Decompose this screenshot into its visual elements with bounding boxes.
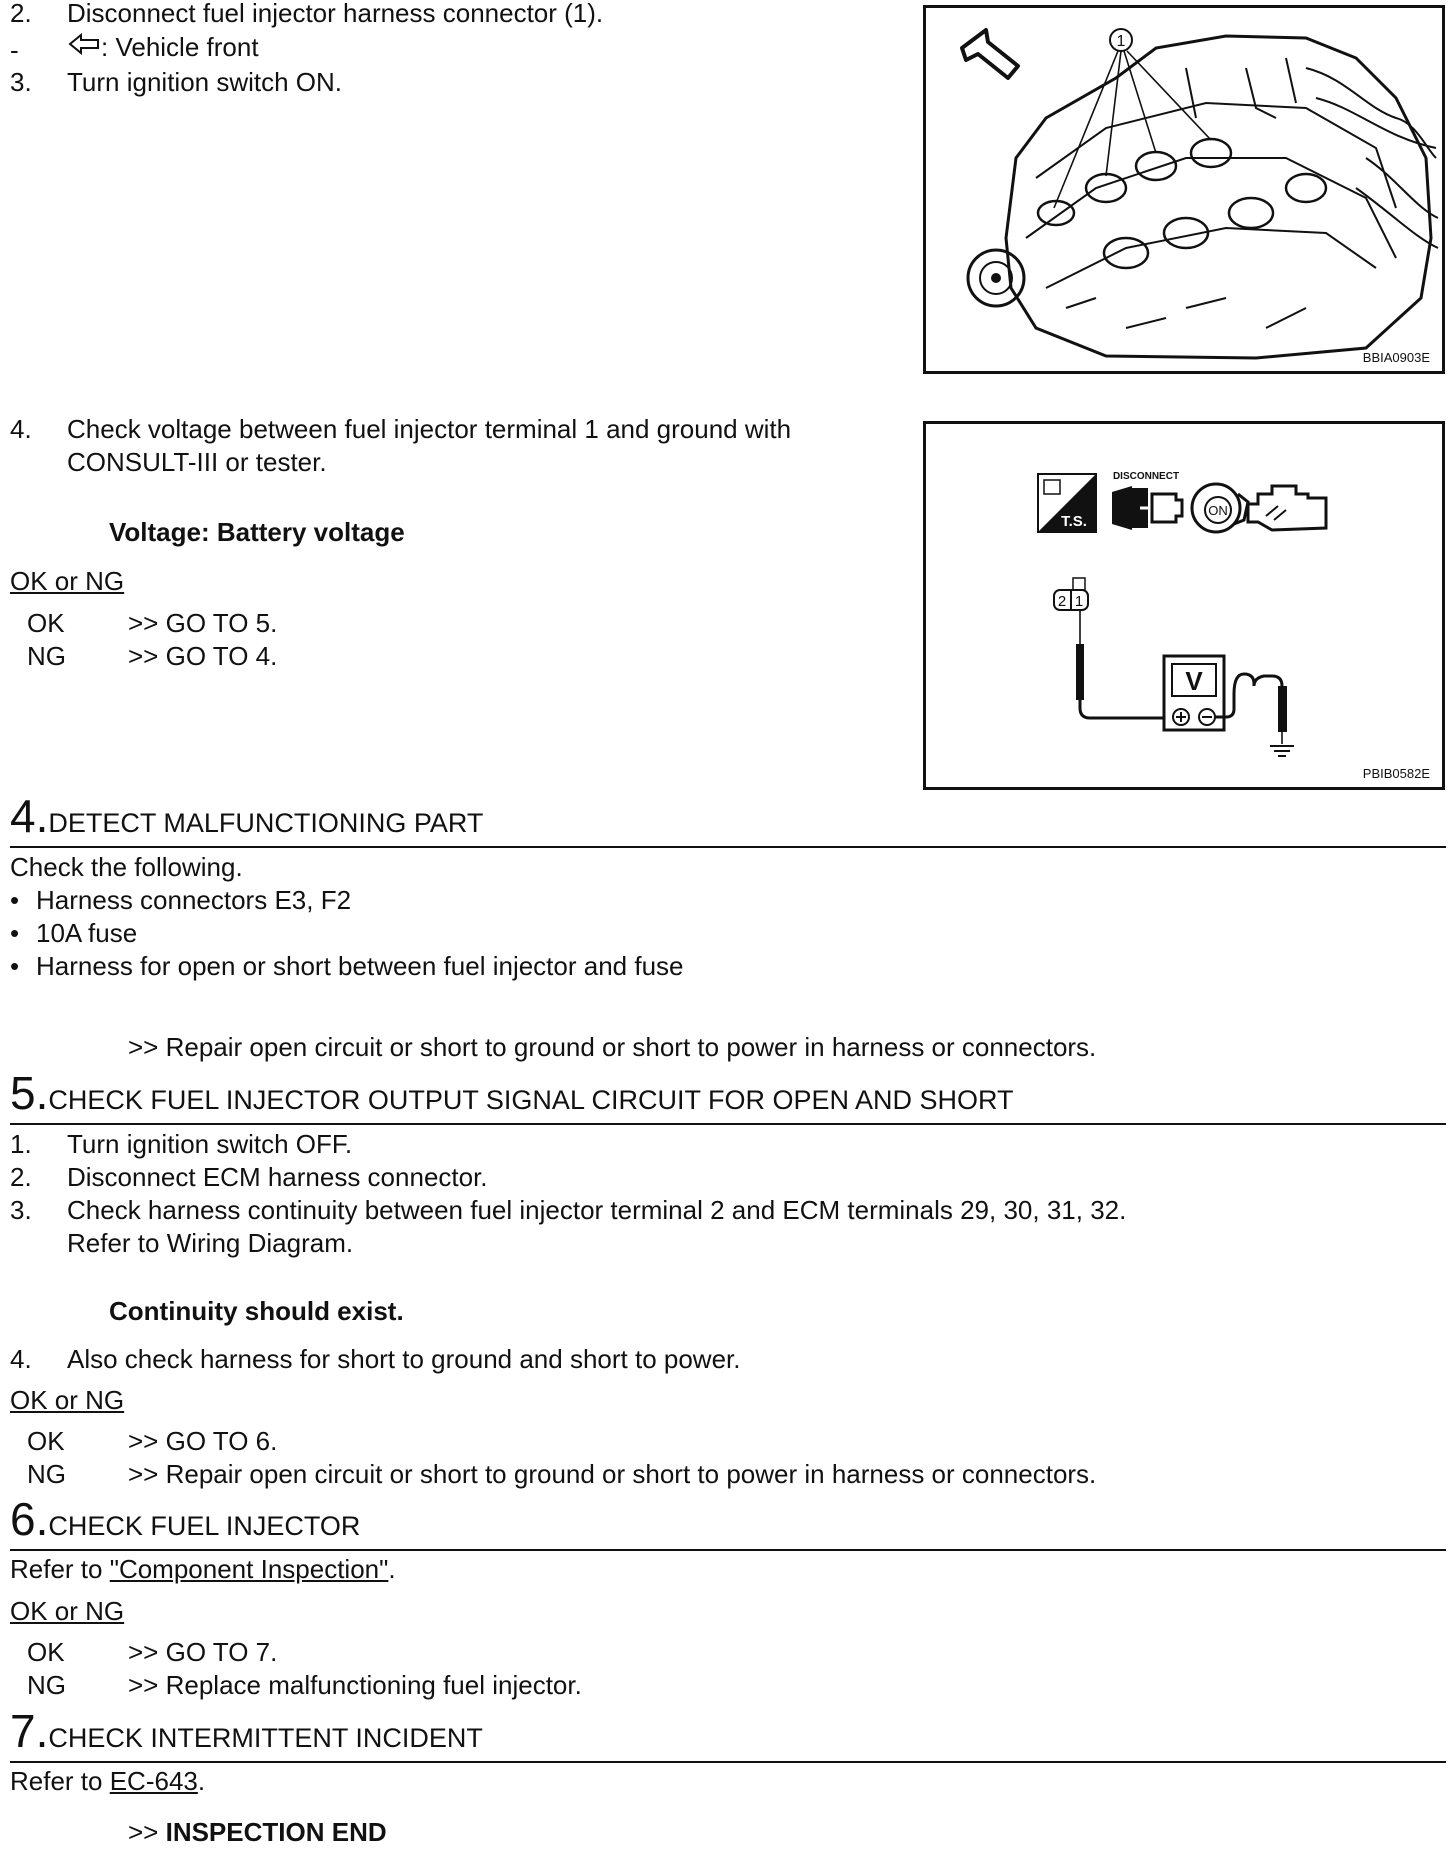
disconnect-icon	[1112, 471, 1182, 530]
ok-action: >> GO TO 7.	[128, 1637, 278, 1667]
instruction-text: Turn ignition switch ON.	[67, 67, 343, 97]
voltage-check-figure	[923, 421, 1445, 790]
spec-text: Voltage: Battery voltage	[109, 517, 405, 547]
list-number: 4.	[10, 1344, 32, 1374]
action-text: >> Repair open circuit or short to ground or short to power in harness or connectors.	[128, 1032, 1097, 1062]
on-label: ON	[1208, 503, 1228, 518]
ok-label: OK	[27, 608, 65, 638]
ng-action: >> Repair open circuit or short to ground or short to power in harness or connectors.	[128, 1459, 1097, 1489]
ground-icon	[1270, 746, 1294, 756]
instruction-text: Also check harness for short to ground and short to power.	[67, 1344, 741, 1374]
ng-action: >> GO TO 4.	[128, 641, 278, 671]
ng-label: NG	[27, 1459, 66, 1489]
instruction-text: CONSULT-III or tester.	[67, 447, 327, 477]
step-7-header	[10, 1705, 483, 1757]
step-title: CHECK FUEL INJECTOR OUTPUT SIGNAL CIRCUIT FOR OPEN AND SHORT	[48, 1085, 1014, 1115]
terminal-1: 1	[1074, 593, 1084, 610]
ok-ng-heading: OK or NG	[10, 1596, 125, 1626]
refer-line	[10, 1765, 205, 1798]
instruction-text: Check harness continuity between fuel injector terminal 2 and ECM terminals 29, 30, 31, 32.	[67, 1195, 1127, 1225]
list-dash: -	[10, 35, 19, 65]
instruction-text: Disconnect fuel injector harness connector (1).	[67, 0, 604, 28]
refer-suffix: .	[197, 1766, 206, 1796]
vehicle-front-label: : Vehicle front	[101, 32, 259, 62]
step-title: CHECK FUEL INJECTOR	[48, 1511, 361, 1541]
instruction-text: Check voltage between fuel injector terminal 1 and ground with	[67, 414, 792, 444]
refer-prefix: Refer to	[10, 1766, 110, 1796]
bullet-item: Harness for open or short between fuel injector and fuse	[36, 951, 684, 981]
refer-line	[10, 1553, 396, 1586]
ts-label: T.S.	[1061, 513, 1087, 530]
ec-643-link[interactable]: EC-643	[109, 1766, 198, 1796]
refer-text: Refer to Wiring Diagram.	[67, 1228, 354, 1258]
refer-suffix: .	[388, 1554, 396, 1584]
ok-ng-heading: OK or NG	[10, 1385, 125, 1415]
meter-label: V	[1185, 666, 1203, 696]
voltmeter	[1164, 656, 1224, 730]
list-number: 3.	[10, 1195, 32, 1225]
engine-icon	[1248, 486, 1326, 530]
list-number: 2.	[10, 0, 32, 28]
spec-text: Continuity should exist.	[109, 1296, 404, 1326]
step-number: 6.	[10, 1493, 49, 1545]
step-title: DETECT MALFUNCTIONING PART	[48, 808, 484, 838]
ok-label: OK	[27, 1426, 65, 1456]
step-number: 7.	[10, 1705, 49, 1757]
step-6-header	[10, 1493, 361, 1545]
callout-number: 1	[1116, 33, 1126, 50]
ng-action: >> Replace malfunctioning fuel injector.	[128, 1670, 582, 1700]
ng-label: NG	[27, 1670, 66, 1700]
figure-code: BBIA0903E	[1362, 350, 1430, 365]
instruction-text: Disconnect ECM harness connector.	[67, 1162, 488, 1192]
ng-label: NG	[27, 641, 66, 671]
voltage-check-diagram	[926, 424, 1442, 787]
list-number: 1.	[10, 1129, 32, 1159]
step-title: CHECK INTERMITTENT INCIDENT	[48, 1723, 483, 1753]
disconnect-label: DISCONNECT	[1112, 471, 1180, 482]
end-prefix: >>	[128, 1817, 166, 1847]
divider	[10, 846, 1446, 848]
divider	[10, 1761, 1446, 1763]
end-line	[128, 1816, 387, 1849]
ignition-on-icon	[1192, 484, 1248, 532]
bullet-item: Harness connectors E3, F2	[36, 885, 352, 915]
ok-ng-heading: OK or NG	[10, 566, 125, 596]
divider	[10, 1123, 1446, 1125]
terminal-2: 2	[1057, 593, 1067, 610]
refer-prefix: Refer to	[10, 1554, 110, 1584]
step-4-header	[10, 790, 484, 842]
figure-code: PBIB0582E	[1362, 766, 1430, 781]
component-inspection-link[interactable]: "Component Inspection"	[109, 1554, 389, 1584]
divider	[10, 1549, 1446, 1551]
bullet-icon: •	[10, 951, 20, 981]
vehicle-front-arrow-icon	[67, 31, 101, 65]
step-number: 4.	[10, 790, 49, 842]
test-step-icon	[1038, 474, 1096, 532]
injector-connector	[1054, 578, 1088, 610]
ok-label: OK	[27, 1637, 65, 1667]
list-number: 3.	[10, 67, 32, 97]
list-number: 2.	[10, 1162, 32, 1192]
step-5-header	[10, 1067, 1014, 1119]
bullet-item: 10A fuse	[36, 918, 138, 948]
bullet-icon: •	[10, 885, 20, 915]
instruction-text: Turn ignition switch OFF.	[67, 1129, 353, 1159]
engine-illustration	[926, 8, 1442, 371]
engine-figure	[923, 5, 1445, 374]
intro-text: Check the following.	[10, 852, 243, 882]
ok-action: >> GO TO 6.	[128, 1426, 278, 1456]
bullet-icon: •	[10, 918, 20, 948]
ok-action: >> GO TO 5.	[128, 608, 278, 638]
list-number: 4.	[10, 414, 32, 444]
step-number: 5.	[10, 1067, 49, 1119]
inspection-end: INSPECTION END	[165, 1817, 387, 1847]
